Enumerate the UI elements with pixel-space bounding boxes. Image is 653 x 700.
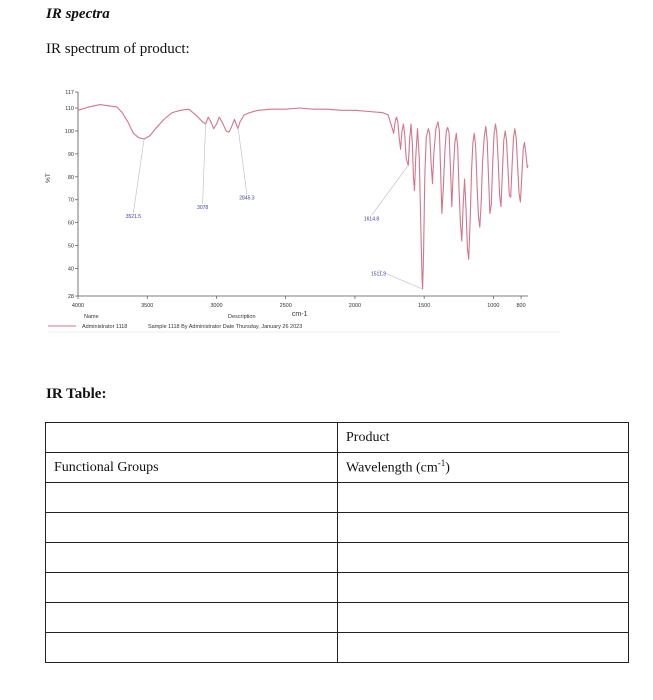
table-row xyxy=(46,543,629,573)
table-cell[interactable] xyxy=(46,573,338,603)
y-tick-label: 60 xyxy=(67,220,74,227)
x-tick-label: 3500 xyxy=(141,303,154,309)
table-cell[interactable] xyxy=(46,483,338,513)
x-tick-label: 2000 xyxy=(348,303,362,309)
wavelength-header[interactable] xyxy=(338,453,629,483)
legend-name-header: Name xyxy=(84,314,99,320)
y-tick-label: 80 xyxy=(67,174,74,181)
section-title: IR spectra xyxy=(46,6,110,22)
peak-leader-line xyxy=(133,138,144,213)
y-tick-label: 28 xyxy=(67,294,74,300)
x-axis-label: cm-1 xyxy=(291,311,308,318)
table-cell[interactable] xyxy=(46,423,338,453)
peak-label: 1614.8 xyxy=(363,216,380,223)
wavelength-label: Wavelength (cm xyxy=(346,460,438,476)
ir-spectrum-chart xyxy=(0,70,653,340)
ir-table xyxy=(45,422,629,663)
table-cell[interactable] xyxy=(338,513,629,543)
table-row xyxy=(46,603,629,633)
y-tick-label: 40 xyxy=(67,266,74,273)
x-tick-label: 1500 xyxy=(418,303,431,309)
table-cell[interactable] xyxy=(338,543,629,573)
product-header-cell[interactable]: Product xyxy=(338,423,629,453)
table-cell[interactable] xyxy=(46,543,338,573)
table-cell[interactable] xyxy=(338,573,629,603)
wavelength-unit-exponent: -1 xyxy=(437,458,446,469)
legend-series-description: Sample 1118 By Administrator Date Thursday, January 26 2023 xyxy=(148,324,303,330)
y-tick-label: 50 xyxy=(67,243,74,250)
x-tick-label: 4000 xyxy=(71,303,85,309)
x-tick-label: 1000 xyxy=(487,303,500,309)
table-cell[interactable] xyxy=(338,633,629,663)
y-tick-label: 100 xyxy=(64,128,74,135)
legend-description-header: Description xyxy=(228,314,256,320)
wavelength-close-paren: ) xyxy=(445,460,450,476)
legend-series-name: Administrator 1118 xyxy=(82,324,128,330)
table-row xyxy=(46,513,629,543)
table-cell[interactable] xyxy=(46,603,338,633)
peak-label: 2845.3 xyxy=(239,195,255,202)
y-axis-label: %T xyxy=(45,173,52,183)
peak-leader-line xyxy=(238,126,247,194)
table-row xyxy=(46,633,629,663)
table-subheader-row xyxy=(46,453,629,483)
peak-label: 3521.5 xyxy=(125,214,142,221)
x-tick-label: 3000 xyxy=(210,303,223,309)
y-tick-label: 70 xyxy=(67,197,74,204)
peak-label: 3078 xyxy=(197,204,209,211)
table-cell[interactable] xyxy=(338,483,629,513)
table-cell[interactable] xyxy=(46,513,338,543)
table-header-row xyxy=(46,423,629,453)
peak-leader-line xyxy=(203,122,206,204)
x-tick-label: 2500 xyxy=(279,303,292,309)
table-cell[interactable] xyxy=(338,603,629,633)
spectrum-caption: IR spectrum of product: xyxy=(46,41,190,57)
peak-leader-line xyxy=(372,165,409,215)
y-tick-label: 90 xyxy=(67,151,74,158)
table-row xyxy=(46,573,629,603)
ir-table-heading: IR Table: xyxy=(46,386,107,402)
x-tick-label: 800 xyxy=(516,303,526,309)
table-cell[interactable] xyxy=(46,633,338,663)
y-tick-label: 110 xyxy=(65,106,74,113)
y-tick-label: 117 xyxy=(65,90,74,96)
peak-label: 1511.3 xyxy=(371,271,386,278)
spectrum-series-line xyxy=(78,105,528,290)
table-row xyxy=(46,483,629,513)
functional-groups-header[interactable]: Functional Groups xyxy=(46,453,338,483)
